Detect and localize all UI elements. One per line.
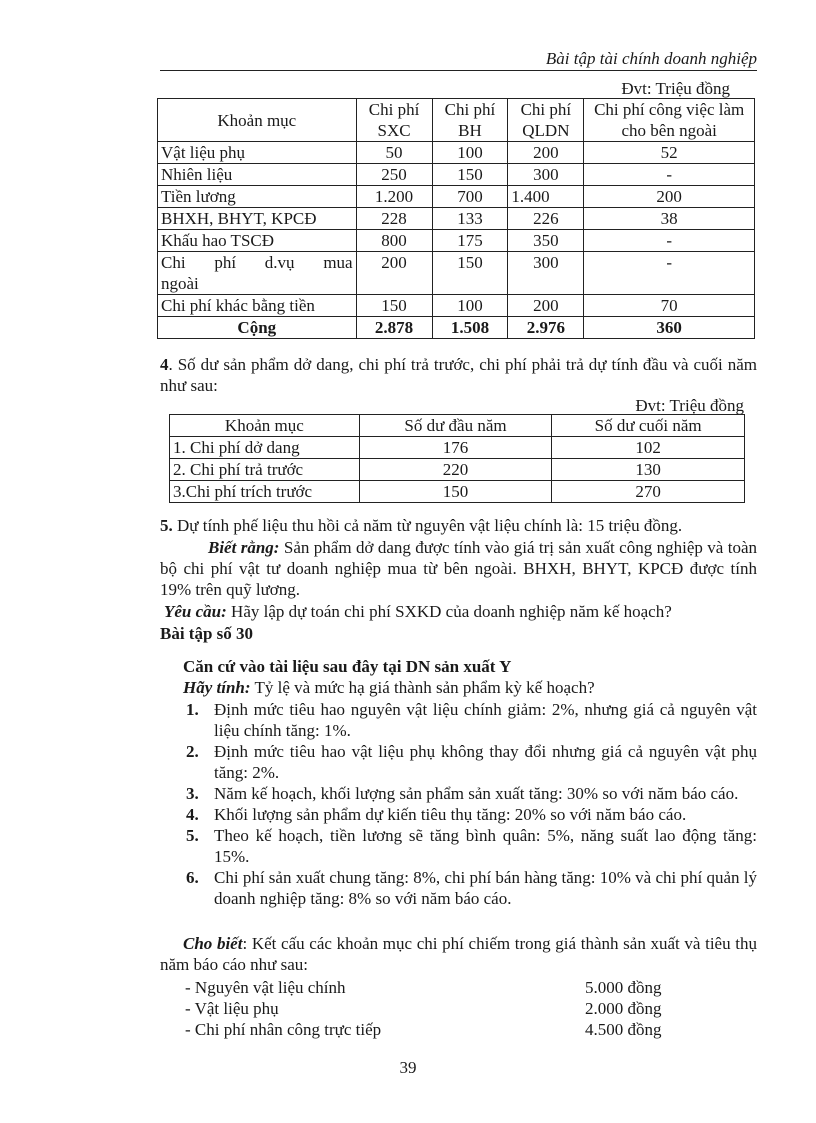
table-cell: Khấu hao TSCĐ <box>158 230 357 252</box>
list-item <box>186 741 757 783</box>
cost-value: 4.500 đồng <box>585 1020 662 1039</box>
table-cell: - <box>584 164 755 186</box>
table-header-cell: Khoản mục <box>170 415 360 437</box>
table-total-row <box>158 317 755 339</box>
table-cell: 1. Chi phí dở dang <box>170 437 360 459</box>
table-row <box>170 437 745 459</box>
table-cell: 150 <box>432 252 508 295</box>
page-number: 39 <box>399 1058 417 1077</box>
table-cell: BHXH, BHYT, KPCĐ <box>158 208 357 230</box>
table-cell: Cộng <box>158 317 357 339</box>
exercise-title: Bài tập số 30 <box>160 624 254 643</box>
task-label: Hãy tính: <box>183 678 251 697</box>
cost-name: - Chi phí nhân công trực tiếp <box>185 1020 382 1039</box>
task-text: Tỷ lệ và mức hạ giá thành sản phẩm kỳ kế hoạch? <box>250 678 595 697</box>
list-item <box>186 825 757 867</box>
table1-unit: Đvt: Triệu đồng <box>621 79 730 98</box>
list-item <box>186 867 757 909</box>
given-text: : Kết cấu các khoản mục chi phí chiếm trong giá thành sản xuất và tiêu thụ năm báo cáo như sau: <box>160 934 757 974</box>
cost-name: - Vật liệu phụ <box>185 999 279 1018</box>
item-number: 5. <box>186 826 199 845</box>
list-item <box>185 977 745 998</box>
table-row <box>158 142 755 164</box>
table-cell: 1.508 <box>432 317 508 339</box>
item-text: Chi phí sản xuất chung tăng: 8%, chi phí bán hàng tăng: 10% và chi phí quản lý doanh nghiệp tăng: 8% so với năm báo cáo. <box>214 868 757 908</box>
table-cell: 38 <box>584 208 755 230</box>
cost-value: 2.000 đồng <box>585 999 662 1018</box>
cost-list <box>185 977 745 1040</box>
exercise-items <box>186 699 757 909</box>
table-cell: 130 <box>552 459 745 481</box>
table-row <box>170 481 745 503</box>
table-header-cell: Khoản mục <box>158 99 357 142</box>
table-cell: 226 <box>508 208 584 230</box>
list-item <box>186 783 757 804</box>
table-header-cell: Chi phí QLDN <box>508 99 584 142</box>
cost-table <box>157 98 755 339</box>
table-cell: 200 <box>584 186 755 208</box>
item-number: 4. <box>186 805 199 824</box>
item-number: 4 <box>160 355 169 374</box>
note-paragraph <box>160 537 757 600</box>
table-cell: 300 <box>508 164 584 186</box>
item-4-paragraph <box>160 354 757 396</box>
table-cell: 300 <box>508 252 584 295</box>
table-cell: 350 <box>508 230 584 252</box>
note-label: Biết rằng: <box>208 538 280 557</box>
table-row <box>158 186 755 208</box>
table-cell: - <box>584 230 755 252</box>
item-text: Khối lượng sản phẩm dự kiến tiêu thụ tăng: 20% so với năm báo cáo. <box>214 805 687 824</box>
table-cell: 228 <box>356 208 432 230</box>
item-text: Định mức tiêu hao vật liệu phụ không thay đổi nhưng giá cả nguyên vật phụ tăng: 2%. <box>214 742 757 782</box>
requirement-text: Hãy lập dự toán chi phí SXKD của doanh nghiệp năm kế hoạch? <box>226 602 672 621</box>
item-5-paragraph <box>160 515 770 536</box>
table-header-cell: Chi phí công việc làm cho bên ngoài <box>584 99 755 142</box>
note-text: Sản phẩm dở dang được tính vào giá trị sản xuất công nghiệp và toàn bộ chi phí vật tư doanh nghiệp mua từ bên ngoài. BHXH, BHYT, KPCĐ được tính 19% trên quỹ lương. <box>160 538 757 599</box>
table-cell: 700 <box>432 186 508 208</box>
item-text: Năm kế hoạch, khối lượng sản phẩm sản xuất tăng: 30% so với năm báo cáo. <box>214 784 739 803</box>
table-cell: 133 <box>432 208 508 230</box>
table-header-row <box>158 99 755 142</box>
item-text: Dự tính phế liệu thu hồi cả năm từ nguyên vật liệu chính là: 15 triệu đồng. <box>172 516 683 535</box>
table-cell: 100 <box>432 142 508 164</box>
table-cell: 100 <box>432 295 508 317</box>
table-cell: 360 <box>584 317 755 339</box>
item-number: 3. <box>186 784 199 803</box>
table-cell: 150 <box>359 481 552 503</box>
item-text: . Số dư sản phẩm dở dang, chi phí trả trước, chi phí phải trả dự tính đầu và cuối năm như sau: <box>160 355 757 395</box>
table-cell: 50 <box>356 142 432 164</box>
table-cell: 175 <box>432 230 508 252</box>
table-cell: 150 <box>356 295 432 317</box>
balance-table <box>169 414 745 503</box>
requirement-paragraph <box>164 601 764 622</box>
table-cell: 3.Chi phí trích trước <box>170 481 360 503</box>
page-header: Bài tập tài chính doanh nghiệp <box>160 48 757 71</box>
table-cell: 1.400 <box>508 186 584 208</box>
cost-value: 5.000 đồng <box>585 978 662 997</box>
table-row <box>158 252 755 295</box>
item-number: 5. <box>160 516 173 535</box>
table-cell: 150 <box>432 164 508 186</box>
task-line <box>183 677 595 698</box>
table-row <box>158 230 755 252</box>
table-cell: 200 <box>508 142 584 164</box>
table-cell: 200 <box>356 252 432 295</box>
table-header-cell: Chi phí SXC <box>356 99 432 142</box>
list-item <box>185 998 745 1019</box>
table-cell: 70 <box>584 295 755 317</box>
table-row <box>158 164 755 186</box>
table-cell: 200 <box>508 295 584 317</box>
table2-unit: Đvt: Triệu đồng <box>635 396 744 415</box>
requirement-label: Yêu cầu: <box>164 602 227 621</box>
table-cell: - <box>584 252 755 295</box>
item-number: 1. <box>186 700 199 719</box>
item-text: Theo kế hoạch, tiền lương sẽ tăng bình quân: 5%, năng suất lao động tăng: 15%. <box>214 826 757 866</box>
item-number: 6. <box>186 868 199 887</box>
table-cell: 2.976 <box>508 317 584 339</box>
table-row <box>170 459 745 481</box>
list-item <box>186 699 757 741</box>
table-cell: 176 <box>359 437 552 459</box>
list-item <box>185 1019 745 1040</box>
list-item <box>186 804 757 825</box>
table-cell: 102 <box>552 437 745 459</box>
table-cell: Vật liệu phụ <box>158 142 357 164</box>
exercise-subtitle: Căn cứ vào tài liệu sau đây tại DN sản xuất Y <box>183 657 512 676</box>
table-cell: 52 <box>584 142 755 164</box>
table-header-cell: Chi phí BH <box>432 99 508 142</box>
table-cell: Chi phí d.vụ mua ngoài <box>158 252 357 295</box>
table-header-cell: Số dư đầu năm <box>359 415 552 437</box>
item-text: Định mức tiêu hao nguyên vật liệu chính giảm: 2%, nhưng giá cả nguyên vật liệu chính tăng: 1%. <box>214 700 757 740</box>
table-cell: Chi phí khác bằng tiền <box>158 295 357 317</box>
given-paragraph <box>160 933 757 975</box>
table-cell: 2.878 <box>356 317 432 339</box>
table-row <box>158 295 755 317</box>
cost-name: - Nguyên vật liệu chính <box>185 978 346 997</box>
given-label: Cho biết <box>183 934 243 953</box>
table-cell: Tiền lương <box>158 186 357 208</box>
table-cell: 250 <box>356 164 432 186</box>
table-cell: 1.200 <box>356 186 432 208</box>
table-header-cell: Số dư cuối năm <box>552 415 745 437</box>
table-cell: 2. Chi phí trả trước <box>170 459 360 481</box>
table-cell: 220 <box>359 459 552 481</box>
table-cell: 800 <box>356 230 432 252</box>
table-row <box>158 208 755 230</box>
table-cell: Nhiên liệu <box>158 164 357 186</box>
table-cell: 270 <box>552 481 745 503</box>
item-number: 2. <box>186 742 199 761</box>
table-header-row <box>170 415 745 437</box>
